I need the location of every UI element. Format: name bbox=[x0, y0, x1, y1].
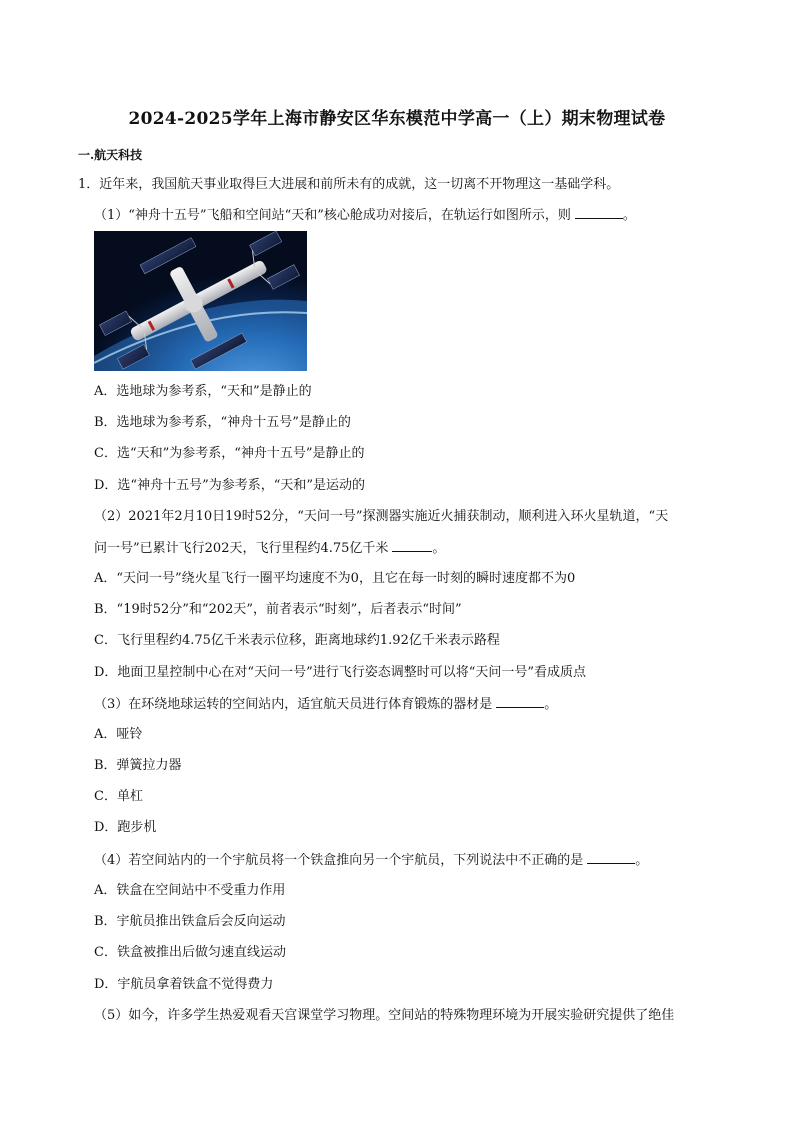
sub-question-1-end: 。 bbox=[622, 208, 636, 223]
option-1-3-d: D．跑步机 bbox=[94, 820, 157, 835]
answer-blank-2[interactable] bbox=[392, 539, 432, 552]
option-1-2-a: A．“天问一号”绕火星飞行一圈平均速度不为0，且它在每一时刻的瞬时速度都不为0 bbox=[94, 571, 576, 586]
sub-question-2-line-1: （2）2021年2月10日19时52分，“天问一号”探测器实施近火捕获制动，顺利进入环火星轨道，“天 bbox=[94, 509, 669, 524]
option-1-4-c: C．铁盒被推出后做匀速直线运动 bbox=[94, 945, 286, 960]
sub-question-1 bbox=[94, 206, 636, 225]
sub-question-4 bbox=[94, 851, 648, 870]
space-station-image bbox=[94, 231, 307, 371]
option-1-1-d: D．选“神舟十五号”为参考系，“天和”是运动的 bbox=[94, 478, 366, 493]
sub-question-5: （5）如今，许多学生热爱观看天宫课堂学习物理。空间站的特殊物理环境为开展实验研究提供了绝佳 bbox=[94, 1008, 675, 1023]
answer-blank-3[interactable] bbox=[496, 695, 544, 708]
option-1-4-d: D．宇航员拿着铁盒不觉得费力 bbox=[94, 977, 274, 992]
sub-question-1-text: （1）“神舟十五号”飞船和空间站“天和”核心舱成功对接后，在轨运行如图所示，则 bbox=[94, 208, 571, 223]
option-1-1-a: A．选地球为参考系，“天和”是静止的 bbox=[94, 384, 312, 399]
sub-question-2-end: 。 bbox=[432, 541, 446, 556]
option-1-2-d: D．地面卫星控制中心在对“天问一号”进行飞行姿态调整时可以将“天问一号”看成质点 bbox=[94, 665, 587, 680]
option-1-1-b: B．选地球为参考系，“神舟十五号”是静止的 bbox=[94, 415, 351, 430]
option-1-2-b: B．“19时52分”和“202天”，前者表示“时刻”，后者表示“时间” bbox=[94, 602, 462, 617]
question-1-stem: 1．近年来，我国航天事业取得巨大进展和前所未有的成就，这一切离不开物理这一基础学科。 bbox=[78, 177, 620, 192]
answer-blank-1[interactable] bbox=[575, 206, 623, 219]
section-heading: 一.航天科技 bbox=[78, 148, 143, 162]
document-title: 2024-2025学年上海市静安区华东模范中学高一（上）期末物理试卷 bbox=[128, 109, 666, 129]
option-1-2-c: C．飞行里程约4.75亿千米表示位移，距离地球约1.92亿千米表示路程 bbox=[94, 633, 500, 648]
sub-question-2-text: 问一号”已累计飞行202天，飞行里程约4.75亿千米 bbox=[94, 541, 389, 556]
sub-question-3-end: 。 bbox=[544, 697, 558, 712]
answer-blank-4[interactable] bbox=[587, 851, 635, 864]
option-1-1-c: C．选“天和”为参考系，“神舟十五号”是静止的 bbox=[94, 446, 365, 461]
option-1-3-c: C．单杠 bbox=[94, 789, 143, 804]
sub-question-3-text: （3）在环绕地球运转的空间站内，适宜航天员进行体育锻炼的器材是 bbox=[94, 697, 493, 712]
sub-question-4-text: （4）若空间站内的一个宇航员将一个铁盒推向另一个宇航员，下列说法中不正确的是 bbox=[94, 853, 584, 868]
sub-question-2-line-2 bbox=[94, 539, 445, 558]
option-1-4-b: B．宇航员推出铁盒后会反向运动 bbox=[94, 914, 286, 929]
sub-question-3 bbox=[94, 695, 557, 714]
option-1-3-a: A．哑铃 bbox=[94, 727, 143, 742]
space-station-illustration bbox=[94, 231, 307, 371]
option-1-3-b: B．弹簧拉力器 bbox=[94, 758, 182, 773]
option-1-4-a: A．铁盒在空间站中不受重力作用 bbox=[94, 883, 286, 898]
sub-question-4-end: 。 bbox=[635, 853, 649, 868]
